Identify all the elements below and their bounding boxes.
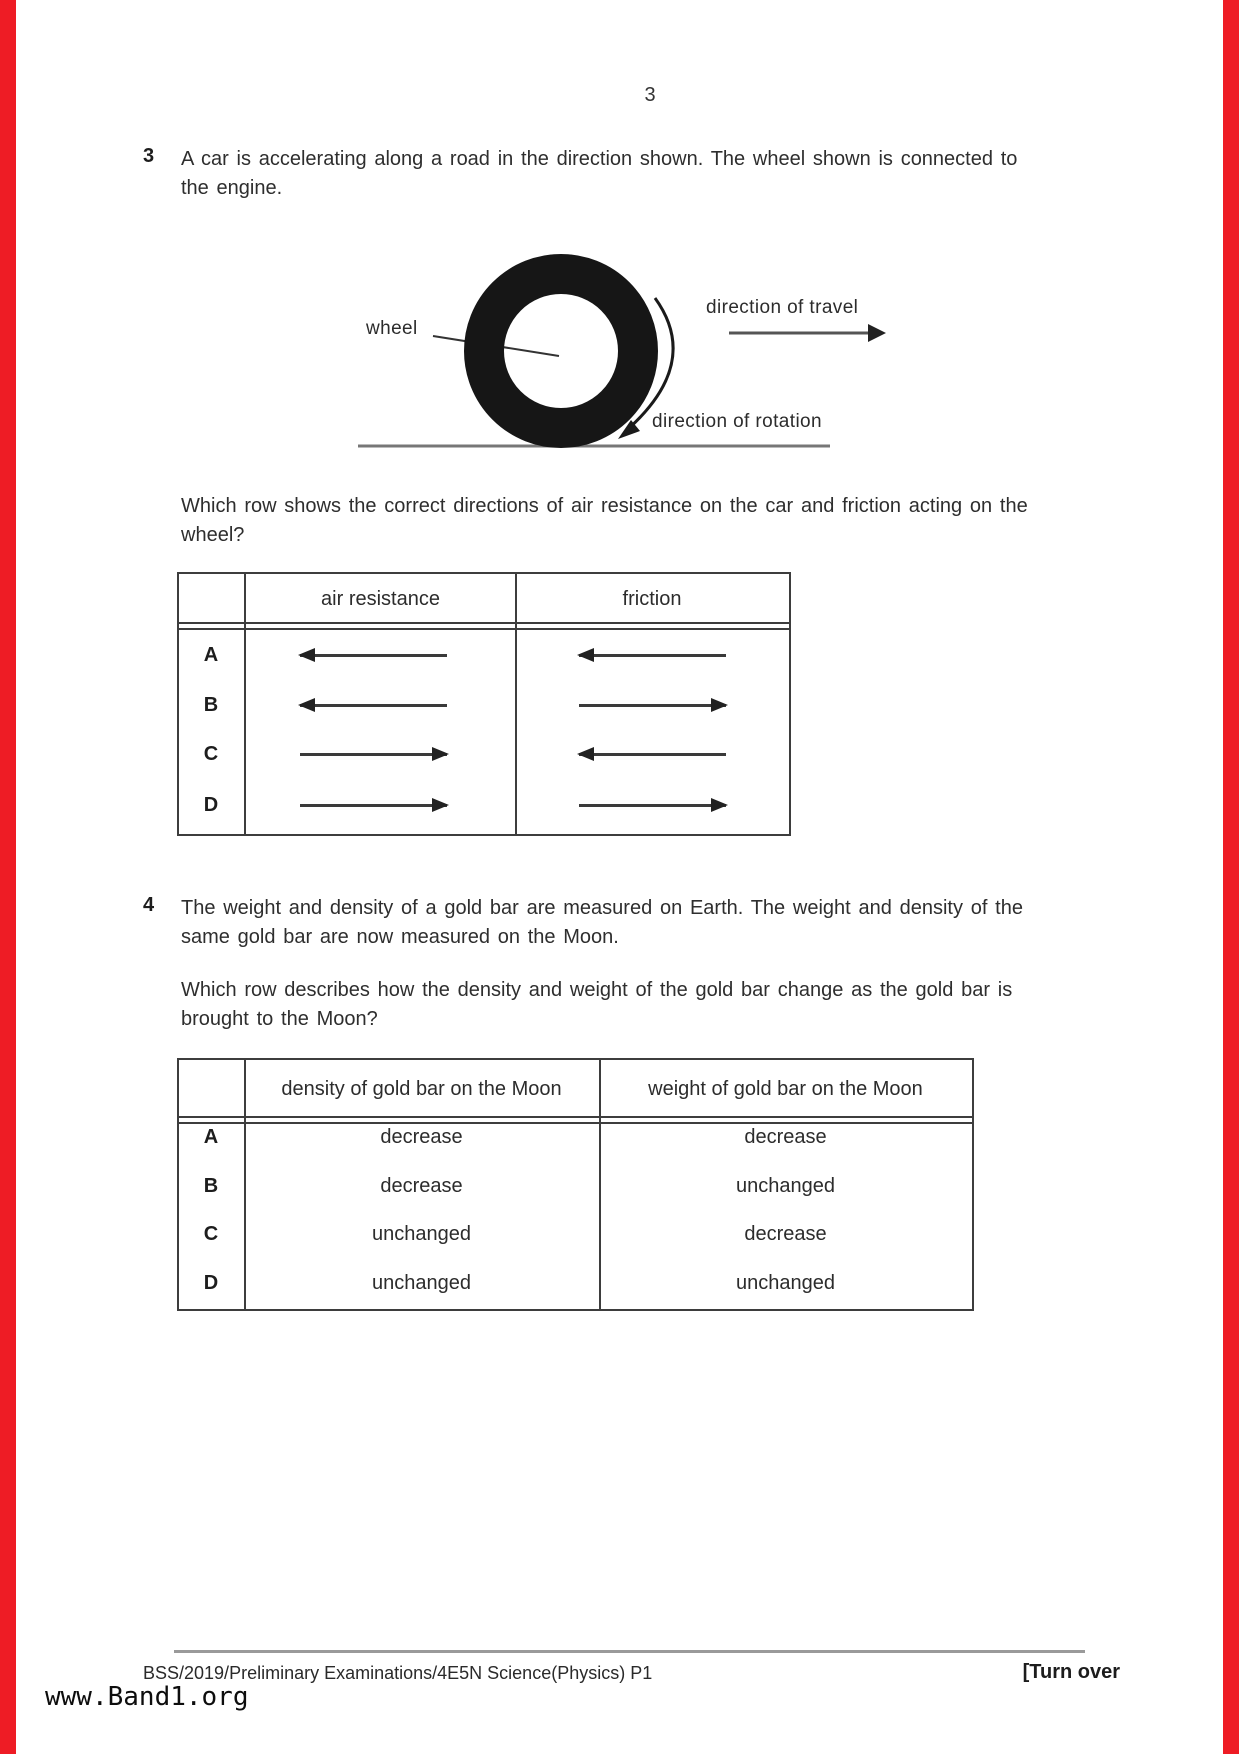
option-letter: C [203, 1223, 219, 1245]
q3-answer-table [177, 572, 791, 836]
option-letter: B [203, 1175, 219, 1197]
q4-col-header-weight: weight of gold bar on the Moon [648, 1078, 923, 1100]
wheel-label: wheel [366, 318, 418, 339]
table-divider [244, 574, 246, 834]
watermark-band1: www.Band1.org [45, 1682, 249, 1712]
table-divider [515, 574, 517, 834]
friction-arrow [579, 753, 726, 756]
question-3-line-2: the engine. [181, 177, 283, 199]
weight-cell: unchanged [736, 1272, 835, 1294]
q4-col-header-density: density of gold bar on the Moon [281, 1078, 562, 1100]
footer-exam-code: BSS/2019/Preliminary Examinations/4E5N Science(Physics) P1 [143, 1663, 653, 1683]
question-3-prompt-line-2: wheel? [181, 524, 245, 546]
q4-answer-table [177, 1058, 974, 1311]
question-4-line-2: same gold bar are now measured on the Moon. [181, 926, 619, 948]
option-letter: A [203, 644, 219, 666]
question-4-number: 4 [143, 894, 155, 916]
option-letter: A [203, 1126, 219, 1148]
question-4-text [181, 894, 1023, 952]
air-resistance-arrow [300, 804, 447, 807]
friction-arrow [579, 654, 726, 657]
option-letter: C [203, 743, 219, 765]
option-letter: D [203, 794, 219, 816]
air-resistance-arrow [300, 654, 447, 657]
option-letter: B [203, 694, 219, 716]
header-double-line [179, 622, 789, 630]
friction-arrow [579, 704, 726, 707]
question-4-prompt-line-1: Which row describes how the density and weight of the gold bar change as the gold bar is [181, 979, 1013, 1001]
red-edge-bar-right [1223, 0, 1239, 1754]
question-3-prompt [181, 492, 1028, 550]
wheel-tire [484, 274, 638, 428]
question-3-line-1: A car is accelerating along a road in the direction shown. The wheel shown is connected to [181, 148, 1018, 170]
question-4-prompt [181, 976, 1012, 1034]
weight-cell: decrease [744, 1126, 827, 1148]
air-resistance-arrow [300, 704, 447, 707]
option-letter: D [203, 1272, 219, 1294]
question-4-prompt-line-2: brought to the Moon? [181, 1008, 378, 1030]
weight-cell: decrease [744, 1223, 827, 1245]
travel-arrow-head [868, 324, 886, 342]
footer-rule [174, 1650, 1085, 1653]
red-edge-bar-left [0, 0, 16, 1754]
question-3-number: 3 [143, 145, 155, 167]
density-cell: decrease [380, 1126, 463, 1148]
question-4-line-1: The weight and density of a gold bar are measured on Earth. The weight and density of the [181, 897, 1023, 919]
travel-direction-label: direction of travel [706, 297, 859, 318]
question-3-text [181, 145, 1017, 203]
question-3-prompt-line-1: Which row shows the correct directions of air resistance on the car and friction acting on the [181, 495, 1028, 517]
weight-cell: unchanged [736, 1175, 835, 1197]
q3-col-header-air: air resistance [321, 588, 440, 610]
wheel-figure [330, 215, 910, 460]
air-resistance-arrow [300, 753, 447, 756]
density-cell: decrease [380, 1175, 463, 1197]
density-cell: unchanged [372, 1223, 471, 1245]
rotation-direction-label: direction of rotation [652, 411, 822, 432]
page-number: 3 [644, 84, 656, 106]
friction-arrow [579, 804, 726, 807]
turn-over-label: [Turn over [1022, 1661, 1120, 1683]
density-cell: unchanged [372, 1272, 471, 1294]
q3-col-header-friction: friction [622, 588, 682, 610]
